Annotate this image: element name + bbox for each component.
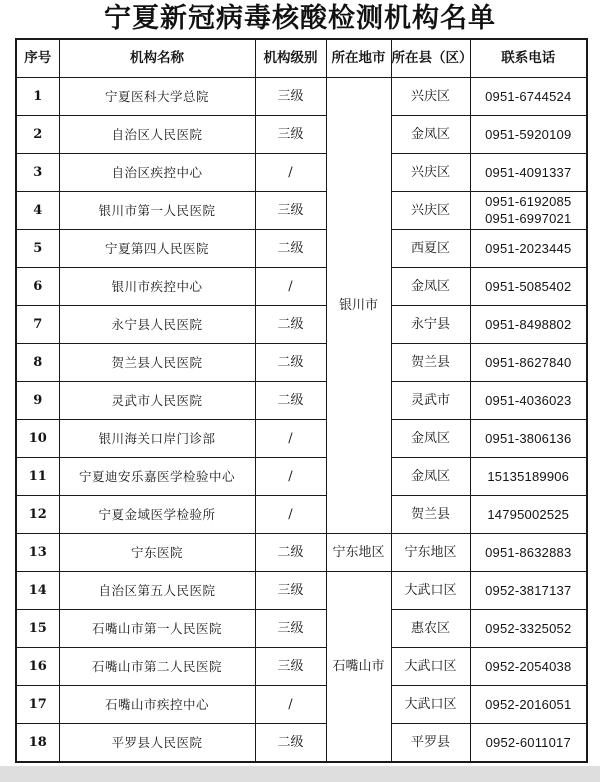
phone-cell	[470, 610, 587, 648]
table-row	[16, 572, 587, 610]
institution-level: 三级	[255, 77, 326, 115]
institution-name: 灵武市人民医院	[59, 381, 255, 419]
county-cell: 西夏区	[391, 229, 470, 267]
county-cell: 金凤区	[391, 115, 470, 153]
phone-number: 0951-6997021	[485, 211, 572, 227]
institution-name: 宁东医院	[59, 534, 255, 572]
city-cell: 石嘴山市	[326, 572, 391, 762]
header-index: 序号	[16, 39, 59, 77]
institution-name: 银川市疾控中心	[59, 267, 255, 305]
row-index: 3	[16, 153, 59, 191]
row-index: 7	[16, 305, 59, 343]
phone-cell	[470, 686, 587, 724]
table-row	[16, 267, 587, 305]
header-city: 所在地市	[326, 39, 391, 77]
row-index: 1	[16, 77, 59, 115]
county-cell: 大武口区	[391, 686, 470, 724]
institution-name: 石嘴山市疾控中心	[59, 686, 255, 724]
institution-level: /	[255, 686, 326, 724]
county-cell: 金凤区	[391, 267, 470, 305]
institution-name: 宁夏第四人民医院	[59, 229, 255, 267]
header-level: 机构级别	[255, 39, 326, 77]
institution-name: 宁夏金域医学检验所	[59, 496, 255, 534]
institution-name: 石嘴山市第二人民医院	[59, 648, 255, 686]
county-cell: 贺兰县	[391, 496, 470, 534]
row-index: 15	[16, 610, 59, 648]
row-index: 14	[16, 572, 59, 610]
phone-number: 0952-6011017	[485, 735, 571, 751]
county-cell: 宁东地区	[391, 534, 470, 572]
institution-level: /	[255, 496, 326, 534]
phone-cell	[470, 457, 587, 495]
county-cell: 贺兰县	[391, 343, 470, 381]
header-phone: 联系电话	[470, 39, 587, 77]
county-cell: 灵武市	[391, 381, 470, 419]
phone-number: 0952-2016051	[485, 697, 572, 713]
institution-level: 三级	[255, 191, 326, 229]
institution-level: 二级	[255, 229, 326, 267]
table-row	[16, 343, 587, 381]
table-row	[16, 191, 587, 229]
table-row	[16, 457, 587, 495]
phone-number: 0951-6192085	[485, 194, 572, 210]
table-row	[16, 381, 587, 419]
county-cell: 平罗县	[391, 724, 470, 762]
table-row	[16, 77, 587, 115]
row-index: 8	[16, 343, 59, 381]
header-row	[16, 39, 587, 77]
phone-number: 0951-6744524	[485, 88, 572, 104]
phone-cell	[470, 191, 587, 229]
institution-level: 三级	[255, 115, 326, 153]
phone-number: 0951-2023445	[485, 240, 572, 256]
phone-cell	[470, 153, 587, 191]
row-index: 10	[16, 419, 59, 457]
phone-cell	[470, 115, 587, 153]
county-cell: 大武口区	[391, 648, 470, 686]
row-index: 12	[16, 496, 59, 534]
institution-name: 贺兰县人民医院	[59, 343, 255, 381]
header-county: 所在县（区）	[391, 39, 470, 77]
county-cell: 惠农区	[391, 610, 470, 648]
institution-level: 二级	[255, 534, 326, 572]
phone-number: 0951-8632883	[485, 545, 572, 561]
institution-level: 三级	[255, 610, 326, 648]
phone-cell	[470, 572, 587, 610]
institution-level: 二级	[255, 343, 326, 381]
row-index: 2	[16, 115, 59, 153]
table-row	[16, 648, 587, 686]
institution-name: 石嘴山市第一人民医院	[59, 610, 255, 648]
institution-level: 三级	[255, 648, 326, 686]
phone-cell	[470, 267, 587, 305]
table-row	[16, 419, 587, 457]
table-row	[16, 153, 587, 191]
phone-number: 14795002525	[487, 507, 570, 523]
phone-cell	[470, 534, 587, 572]
phone-number: 0952-3817137	[485, 583, 572, 599]
institution-level: /	[255, 153, 326, 191]
county-cell: 兴庆区	[391, 191, 470, 229]
page-title: 宁夏新冠病毒核酸检测机构名单	[104, 3, 496, 34]
institution-table	[15, 38, 588, 763]
row-index: 18	[16, 724, 59, 762]
phone-cell	[470, 724, 587, 762]
phone-number: 0951-8627840	[485, 354, 572, 370]
city-cell: 宁东地区	[326, 534, 391, 572]
phone-cell	[470, 343, 587, 381]
row-index: 9	[16, 381, 59, 419]
phone-number: 0951-4091337	[485, 164, 572, 180]
institution-name: 宁夏迪安乐嘉医学检验中心	[59, 457, 255, 495]
table-row	[16, 686, 587, 724]
county-cell: 大武口区	[391, 572, 470, 610]
county-cell: 永宁县	[391, 305, 470, 343]
row-index: 17	[16, 686, 59, 724]
bottom-shadow	[0, 766, 600, 782]
institution-level: 三级	[255, 572, 326, 610]
institution-level: 二级	[255, 305, 326, 343]
row-index: 16	[16, 648, 59, 686]
table-row	[16, 496, 587, 534]
table-body	[16, 77, 587, 762]
phone-cell	[470, 381, 587, 419]
institution-level: 二级	[255, 724, 326, 762]
institution-name: 自治区人民医院	[59, 115, 255, 153]
city-cell: 银川市	[326, 77, 391, 534]
county-cell: 金凤区	[391, 457, 470, 495]
phone-cell	[470, 496, 587, 534]
phone-number: 0952-3325052	[485, 621, 572, 637]
institution-name: 永宁县人民医院	[59, 305, 255, 343]
phone-cell	[470, 229, 587, 267]
table-row	[16, 305, 587, 343]
row-index: 4	[16, 191, 59, 229]
row-index: 6	[16, 267, 59, 305]
table-row	[16, 115, 587, 153]
phone-cell	[470, 305, 587, 343]
header-name: 机构名称	[59, 39, 255, 77]
institution-name: 银川海关口岸门诊部	[59, 419, 255, 457]
county-cell: 兴庆区	[391, 153, 470, 191]
phone-cell	[470, 648, 587, 686]
phone-number: 15135189906	[487, 468, 570, 484]
phone-number: 0951-4036023	[485, 392, 572, 408]
institution-level: 二级	[255, 381, 326, 419]
county-cell: 金凤区	[391, 419, 470, 457]
phone-number: 0951-5085402	[485, 278, 572, 294]
institution-name: 自治区第五人民医院	[59, 572, 255, 610]
table-row	[16, 229, 587, 267]
table-row	[16, 534, 587, 572]
institution-name: 平罗县人民医院	[59, 724, 255, 762]
phone-number: 0951-8498802	[485, 316, 572, 332]
institution-level: /	[255, 457, 326, 495]
institution-name: 银川市第一人民医院	[59, 191, 255, 229]
row-index: 13	[16, 534, 59, 572]
row-index: 5	[16, 229, 59, 267]
phone-number: 0951-3806136	[485, 430, 572, 446]
phone-cell	[470, 419, 587, 457]
table-row	[16, 610, 587, 648]
phone-cell	[470, 77, 587, 115]
institution-name: 自治区疾控中心	[59, 153, 255, 191]
table-row	[16, 724, 587, 762]
institution-level: /	[255, 267, 326, 305]
county-cell: 兴庆区	[391, 77, 470, 115]
institution-name: 宁夏医科大学总院	[59, 77, 255, 115]
phone-number: 0952-2054038	[485, 659, 572, 675]
institution-level: /	[255, 419, 326, 457]
row-index: 11	[16, 457, 59, 495]
phone-number: 0951-5920109	[485, 126, 572, 142]
